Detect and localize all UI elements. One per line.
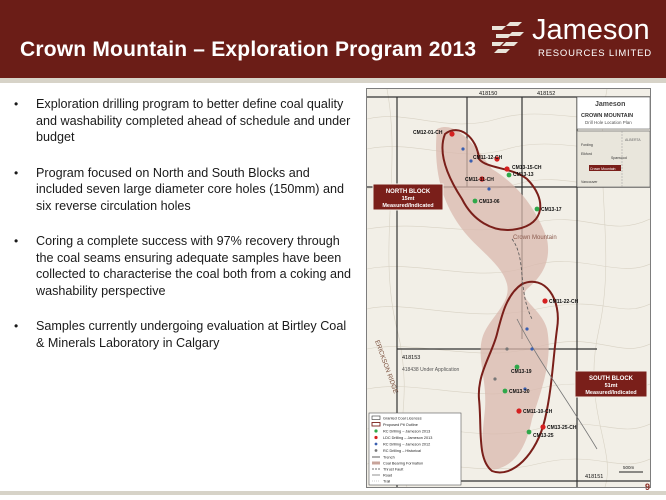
company-logo [488, 16, 660, 62]
drill-hole-marker [540, 424, 545, 429]
page-number: 9 [645, 482, 651, 492]
bullet-text: Exploration drilling program to better define coal quality and washability completed ahead of schedule and under budget [36, 97, 351, 144]
ridge-label: ERICKSON RIDGE [373, 339, 399, 395]
drill-hole-label: CM11-22-CH [549, 299, 579, 305]
legend-label: Road [383, 473, 393, 478]
legend-label: Proposed Pit Outline [383, 423, 418, 427]
grid-label: 418153 [402, 355, 421, 361]
scale-label: 500m [623, 465, 635, 470]
south-block-name: SOUTH BLOCK [589, 376, 633, 382]
bullet-dot-icon: • [14, 319, 19, 333]
grid-label: 418151 [585, 474, 604, 480]
drill-hole-label: CM13-06 [479, 199, 500, 205]
drill-hole-label: CM13-17 [541, 207, 562, 213]
map-subtitle: Drill Hole Location Plan [585, 120, 632, 125]
grid-label: 418150 [479, 91, 498, 97]
grid-label: 418152 [537, 91, 556, 97]
legend-label: Trail [383, 479, 391, 484]
south-block-category: Measured/Indicated [585, 390, 637, 396]
south-block-tonnage: 51mt [604, 383, 618, 389]
legend-label: RC Drilling – Jameson 2012 [383, 442, 431, 447]
legend-label: Trench [383, 455, 395, 460]
legend-swatch [374, 436, 377, 439]
drill-hole-marker [507, 173, 512, 178]
legend-label: Granted Coal Licences [383, 416, 422, 421]
bullet-list [14, 96, 354, 370]
slide-title: Crown Mountain – Exploration Program 2013 [20, 38, 477, 61]
bullet-item [14, 318, 354, 351]
drill-hole-location-map [366, 88, 651, 488]
inset-label: Fording [581, 143, 593, 147]
inset-label: Vancouver [581, 180, 598, 184]
drill-hole-label: CM13-19 [511, 369, 532, 375]
drill-hole-label: CM13-25 [533, 433, 554, 439]
north-block-name: NORTH BLOCK [385, 189, 431, 195]
drill-hole-marker [530, 347, 533, 350]
legend-label: Thrust Fault [383, 467, 404, 472]
bullet-item [14, 96, 354, 146]
logo-tagline: RESOURCES LIMITED [538, 48, 652, 59]
terrain-label: Crown Mountain [513, 235, 557, 241]
drill-hole-label: CM12-01-CH [413, 130, 443, 136]
logo-wordmark: Jameson [532, 14, 650, 46]
drill-hole-marker [473, 199, 478, 204]
inset-label: ALBERTA [625, 138, 641, 142]
jameson-logo-icon [488, 20, 528, 54]
inset-label: Sparwood [611, 156, 627, 160]
map-logo-text: Jameson [595, 101, 626, 108]
legend-label: LDC Drilling – Jameson 2013 [383, 436, 433, 440]
bullet-text: Coring a complete success with 97% recovery through the coal seams ensuring adequate samples have been collected to characterise the coal both from a coking and washability perspective [36, 234, 352, 298]
application-label: 418438 Under Application [402, 367, 460, 373]
drill-hole-marker [461, 147, 464, 150]
drill-hole-marker [493, 377, 496, 380]
drill-hole-marker [504, 166, 509, 171]
inset-label: Elkford [581, 152, 592, 156]
drill-hole-marker [505, 347, 508, 350]
legend-label: Coal Bearing Formation [383, 461, 424, 466]
legend-label: RC Drilling – Historical [383, 449, 421, 453]
legend-label: RC Drilling – Jameson 2013 [383, 429, 431, 434]
legend-swatch [375, 449, 378, 452]
inset-label: Crown Mountain [590, 167, 616, 171]
drill-hole-marker [535, 207, 540, 212]
legend-swatch [375, 443, 378, 446]
legend-swatch [374, 429, 377, 432]
footer-divider [0, 491, 666, 495]
drill-hole-label: CM13-20 [509, 389, 530, 395]
bullet-dot-icon: • [14, 165, 19, 180]
drill-hole-label: CM13-15-CH [512, 165, 542, 171]
north-block-tonnage: 15mt [401, 196, 415, 202]
bullet-dot-icon: • [14, 97, 19, 111]
north-block-category: Measured/Indicated [382, 203, 434, 209]
drill-hole-marker [542, 298, 547, 303]
map-title: CROWN MOUNTAIN [581, 113, 634, 119]
drill-hole-label: CM13-13 [513, 172, 534, 178]
slide-header [0, 0, 666, 78]
bullet-text: Program focused on North and South Blocks and included seven large diameter core holes (150mm) and six reverse circulation holes [36, 165, 345, 213]
drill-hole-label: CM13-25-CH [547, 425, 577, 431]
drill-hole-marker [503, 389, 508, 394]
header-divider [0, 78, 666, 83]
map-canvas [367, 89, 650, 487]
bullet-item [14, 233, 354, 299]
bullet-text: Samples currently undergoing evaluation at Birtley Coal & Minerals Laboratory in Calgary [36, 319, 347, 350]
drill-hole-marker [527, 430, 532, 435]
drill-hole-marker [487, 187, 490, 190]
drill-hole-label: CM11-12-CH [473, 155, 503, 161]
legend-swatch [372, 462, 380, 465]
drill-hole-marker [516, 408, 521, 413]
drill-hole-label: CM11-10-CH [523, 409, 553, 415]
bullet-dot-icon: • [14, 234, 19, 248]
drill-hole-label: CM11-11-CH [465, 177, 494, 183]
bullet-item [14, 165, 354, 215]
drill-hole-marker [525, 327, 528, 330]
drill-hole-marker [449, 131, 454, 136]
